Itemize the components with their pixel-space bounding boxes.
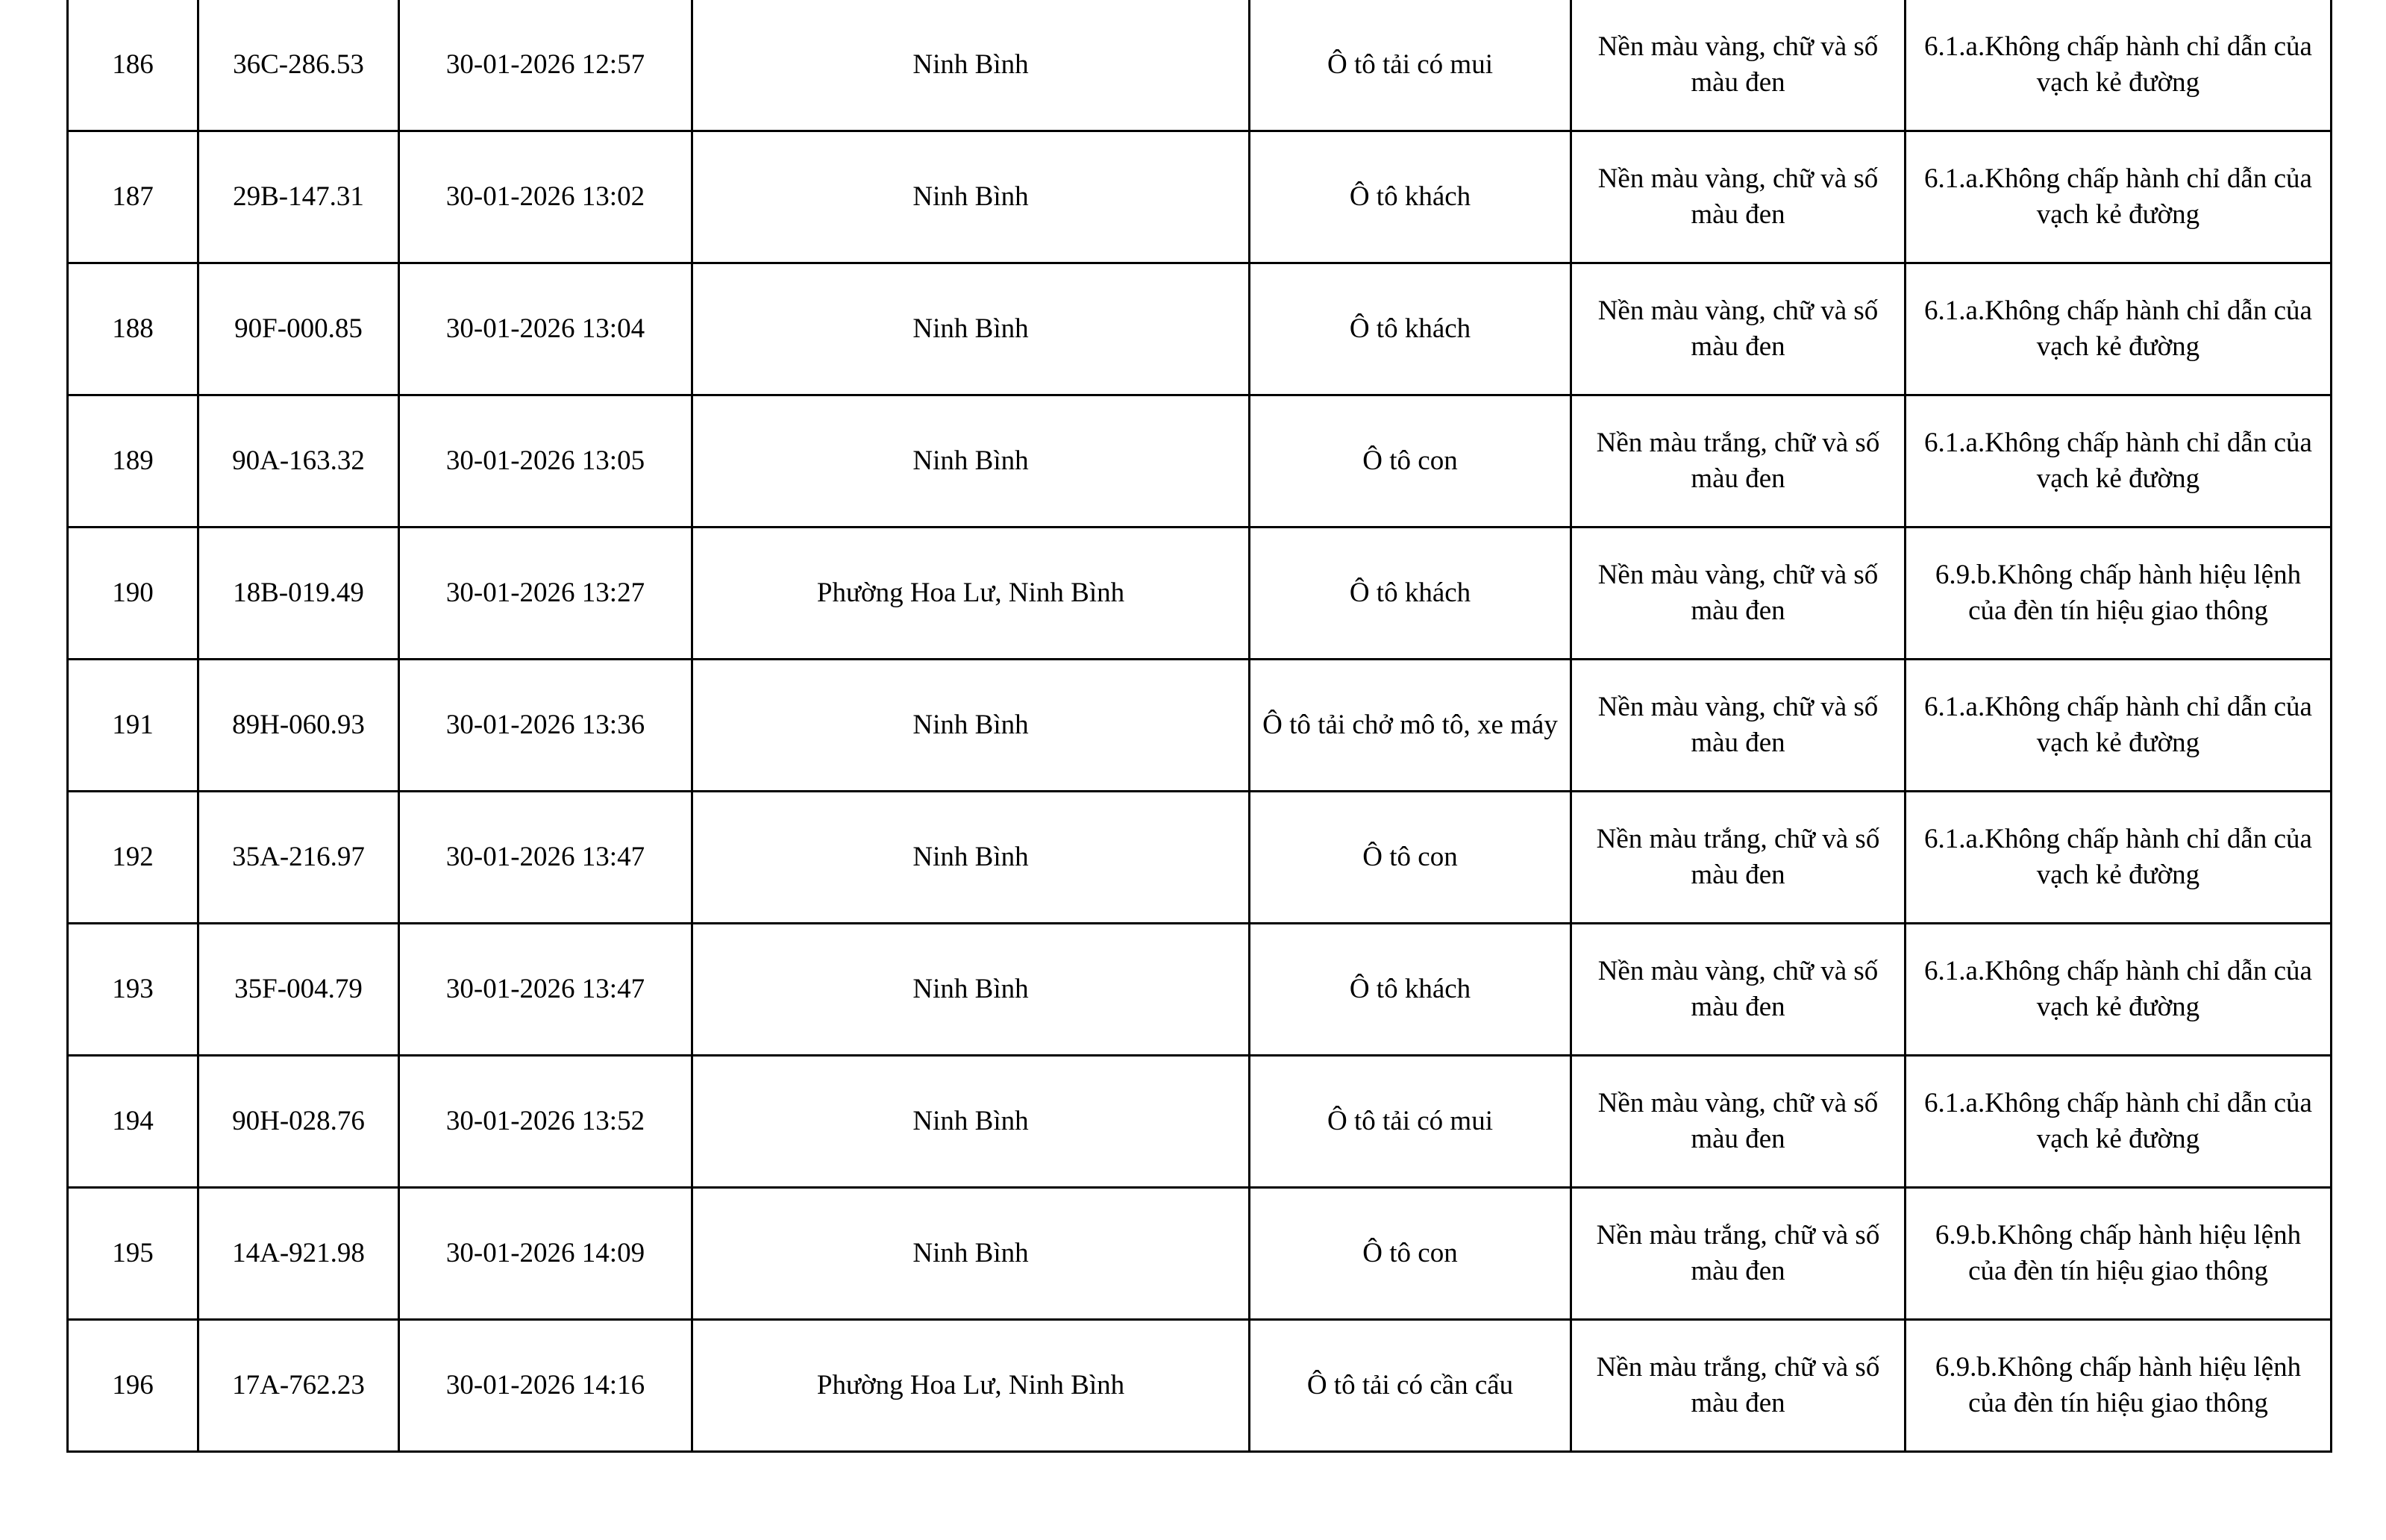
plate-cell: 14A-921.98 (198, 1188, 399, 1320)
plate-color-cell: Nền màu vàng, chữ và số màu đen (1571, 263, 1906, 395)
violation-cell: 6.1.a.Không chấp hành chỉ dẫn của vạch kẻ đường (1906, 131, 2332, 263)
time-cell: 30-01-2026 13:05 (399, 395, 692, 528)
location-cell: Phường Hoa Lư, Ninh Bình (692, 1320, 1250, 1452)
violation-table-body (68, 0, 2332, 1452)
plate-cell: 29B-147.31 (198, 131, 399, 263)
table-row (68, 1320, 2332, 1452)
vehicle-type-cell: Ô tô khách (1250, 528, 1571, 660)
vehicle-type-cell: Ô tô tải có cần cẩu (1250, 1320, 1571, 1452)
row-number-cell: 190 (68, 528, 198, 660)
table-row (68, 0, 2332, 131)
plate-color-cell: Nền màu trắng, chữ và số màu đen (1571, 395, 1906, 528)
plate-cell: 90A-163.32 (198, 395, 399, 528)
location-cell: Ninh Bình (692, 263, 1250, 395)
row-number-cell: 196 (68, 1320, 198, 1452)
plate-color-cell: Nền màu vàng, chữ và số màu đen (1571, 0, 1906, 131)
plate-color-cell: Nền màu vàng, chữ và số màu đen (1571, 660, 1906, 792)
violation-table (66, 0, 2332, 1453)
row-number-cell: 193 (68, 924, 198, 1056)
plate-cell: 35A-216.97 (198, 792, 399, 924)
time-cell: 30-01-2026 13:27 (399, 528, 692, 660)
plate-cell: 90H-028.76 (198, 1056, 399, 1188)
vehicle-type-cell: Ô tô tải có mui (1250, 1056, 1571, 1188)
plate-cell: 36C-286.53 (198, 0, 399, 131)
row-number-cell: 195 (68, 1188, 198, 1320)
vehicle-type-cell: Ô tô tải có mui (1250, 0, 1571, 131)
vehicle-type-cell: Ô tô khách (1250, 131, 1571, 263)
location-cell: Ninh Bình (692, 131, 1250, 263)
location-cell: Ninh Bình (692, 660, 1250, 792)
time-cell: 30-01-2026 13:04 (399, 263, 692, 395)
table-row (68, 131, 2332, 263)
location-cell: Ninh Bình (692, 792, 1250, 924)
vehicle-type-cell: Ô tô con (1250, 1188, 1571, 1320)
time-cell: 30-01-2026 13:36 (399, 660, 692, 792)
time-cell: 30-01-2026 14:09 (399, 1188, 692, 1320)
location-cell: Ninh Bình (692, 1188, 1250, 1320)
row-number-cell: 191 (68, 660, 198, 792)
table-row (68, 660, 2332, 792)
location-cell: Phường Hoa Lư, Ninh Bình (692, 528, 1250, 660)
violation-table-wrapper (66, 0, 2332, 1453)
plate-color-cell: Nền màu vàng, chữ và số màu đen (1571, 1056, 1906, 1188)
plate-color-cell: Nền màu vàng, chữ và số màu đen (1571, 528, 1906, 660)
plate-cell: 90F-000.85 (198, 263, 399, 395)
violation-cell: 6.1.a.Không chấp hành chỉ dẫn của vạch kẻ đường (1906, 792, 2332, 924)
table-row (68, 1056, 2332, 1188)
violation-cell: 6.1.a.Không chấp hành chỉ dẫn của vạch kẻ đường (1906, 924, 2332, 1056)
time-cell: 30-01-2026 13:02 (399, 131, 692, 263)
row-number-cell: 189 (68, 395, 198, 528)
plate-color-cell: Nền màu vàng, chữ và số màu đen (1571, 924, 1906, 1056)
violation-cell: 6.9.b.Không chấp hành hiệu lệnh của đèn tín hiệu giao thông (1906, 528, 2332, 660)
location-cell: Ninh Bình (692, 924, 1250, 1056)
violation-cell: 6.1.a.Không chấp hành chỉ dẫn của vạch kẻ đường (1906, 660, 2332, 792)
vehicle-type-cell: Ô tô con (1250, 792, 1571, 924)
plate-cell: 89H-060.93 (198, 660, 399, 792)
table-row (68, 263, 2332, 395)
time-cell: 30-01-2026 14:16 (399, 1320, 692, 1452)
time-cell: 30-01-2026 13:47 (399, 924, 692, 1056)
vehicle-type-cell: Ô tô khách (1250, 924, 1571, 1056)
violation-cell: 6.1.a.Không chấp hành chỉ dẫn của vạch kẻ đường (1906, 395, 2332, 528)
violation-cell: 6.9.b.Không chấp hành hiệu lệnh của đèn tín hiệu giao thông (1906, 1320, 2332, 1452)
plate-cell: 18B-019.49 (198, 528, 399, 660)
table-row (68, 924, 2332, 1056)
plate-color-cell: Nền màu trắng, chữ và số màu đen (1571, 792, 1906, 924)
row-number-cell: 187 (68, 131, 198, 263)
time-cell: 30-01-2026 12:57 (399, 0, 692, 131)
location-cell: Ninh Bình (692, 1056, 1250, 1188)
location-cell: Ninh Bình (692, 0, 1250, 131)
time-cell: 30-01-2026 13:47 (399, 792, 692, 924)
plate-cell: 35F-004.79 (198, 924, 399, 1056)
vehicle-type-cell: Ô tô con (1250, 395, 1571, 528)
violation-cell: 6.1.a.Không chấp hành chỉ dẫn của vạch kẻ đường (1906, 0, 2332, 131)
plate-color-cell: Nền màu vàng, chữ và số màu đen (1571, 131, 1906, 263)
vehicle-type-cell: Ô tô tải chở mô tô, xe máy (1250, 660, 1571, 792)
location-cell: Ninh Bình (692, 395, 1250, 528)
row-number-cell: 192 (68, 792, 198, 924)
violation-cell: 6.9.b.Không chấp hành hiệu lệnh của đèn tín hiệu giao thông (1906, 1188, 2332, 1320)
row-number-cell: 186 (68, 0, 198, 131)
vehicle-type-cell: Ô tô khách (1250, 263, 1571, 395)
table-row (68, 792, 2332, 924)
table-row (68, 528, 2332, 660)
plate-color-cell: Nền màu trắng, chữ và số màu đen (1571, 1188, 1906, 1320)
plate-color-cell: Nền màu trắng, chữ và số màu đen (1571, 1320, 1906, 1452)
violation-cell: 6.1.a.Không chấp hành chỉ dẫn của vạch kẻ đường (1906, 1056, 2332, 1188)
table-row (68, 1188, 2332, 1320)
time-cell: 30-01-2026 13:52 (399, 1056, 692, 1188)
violation-cell: 6.1.a.Không chấp hành chỉ dẫn của vạch kẻ đường (1906, 263, 2332, 395)
row-number-cell: 188 (68, 263, 198, 395)
plate-cell: 17A-762.23 (198, 1320, 399, 1452)
table-row (68, 395, 2332, 528)
row-number-cell: 194 (68, 1056, 198, 1188)
